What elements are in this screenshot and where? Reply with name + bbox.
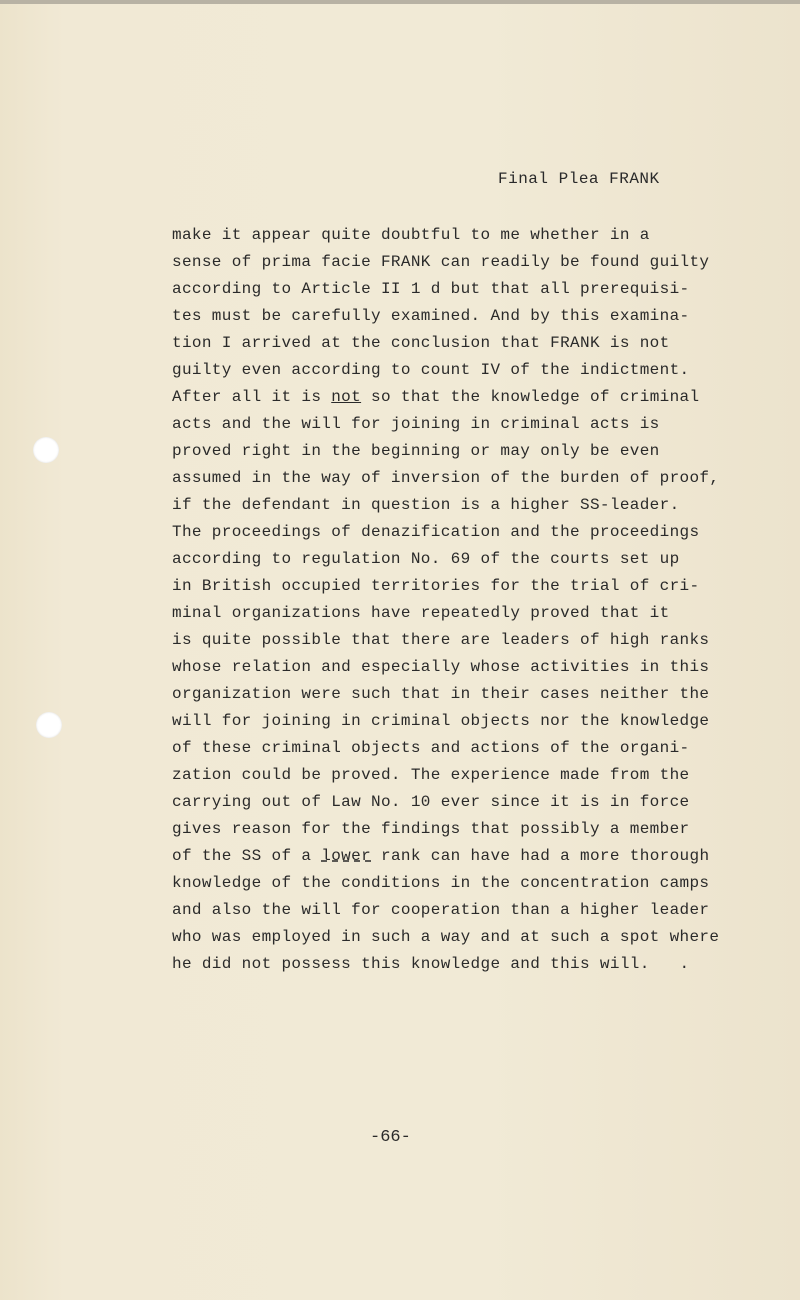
underlined-word: lower <box>321 847 372 865</box>
text-line: tes must be carefully examined. And by this examina- <box>172 307 690 325</box>
page-number: -66- <box>370 1128 411 1147</box>
text-line: is quite possible that there are leaders of high ranks <box>172 631 710 649</box>
text-line: assumed in the way of inversion of the burden of proof, <box>172 469 720 487</box>
page-top-edge <box>0 0 800 4</box>
text-line: gives reason for the findings that possibly a member <box>172 820 690 838</box>
text-segment: rank can have had a more thorough <box>371 847 710 865</box>
text-segment: of the SS of a <box>172 847 322 865</box>
text-line: if the defendant in question is a higher SS-leader. <box>172 496 680 514</box>
text-line <box>172 384 752 411</box>
text-line: carrying out of Law No. 10 ever since it is in force <box>172 793 690 811</box>
text-line <box>172 843 752 870</box>
text-line: sense of prima facie FRANK can readily be found guilty <box>172 253 710 271</box>
text-line: acts and the will for joining in criminal acts is <box>172 415 660 433</box>
text-segment: so that the knowledge of criminal <box>361 388 700 406</box>
text-segment: After all it is <box>172 388 332 406</box>
text-line: knowledge of the conditions in the concentration camps <box>172 874 710 892</box>
text-line: proved right in the beginning or may only be even <box>172 442 660 460</box>
underlined-word: not <box>331 388 362 406</box>
text-line: of these criminal objects and actions of the organi- <box>172 739 690 757</box>
text-line: guilty even according to count IV of the indictment. <box>172 361 690 379</box>
text-line: according to Article II 1 d but that all prerequisi- <box>172 280 690 298</box>
text-line: The proceedings of denazification and the proceedings <box>172 523 700 541</box>
text-line: he did not possess this knowledge and this will. . <box>172 955 690 973</box>
text-line: whose relation and especially whose activities in this <box>172 658 710 676</box>
text-line: make it appear quite doubtful to me whether in a <box>172 226 650 244</box>
text-line: will for joining in criminal objects nor the knowledge <box>172 712 710 730</box>
punch-hole <box>36 712 62 738</box>
body-text <box>172 222 752 978</box>
text-line: zation could be proved. The experience made from the <box>172 766 690 784</box>
punch-hole <box>33 437 59 463</box>
text-line: who was employed in such a way and at such a spot where <box>172 928 720 946</box>
text-line: minal organizations have repeatedly proved that it <box>172 604 670 622</box>
text-line: and also the will for cooperation than a higher leader <box>172 901 710 919</box>
page-header: Final Plea FRANK <box>498 170 660 188</box>
text-line: tion I arrived at the conclusion that FRANK is not <box>172 334 670 352</box>
text-line: according to regulation No. 69 of the courts set up <box>172 550 680 568</box>
text-line: organization were such that in their cases neither the <box>172 685 710 703</box>
text-line: in British occupied territories for the trial of cri- <box>172 577 700 595</box>
